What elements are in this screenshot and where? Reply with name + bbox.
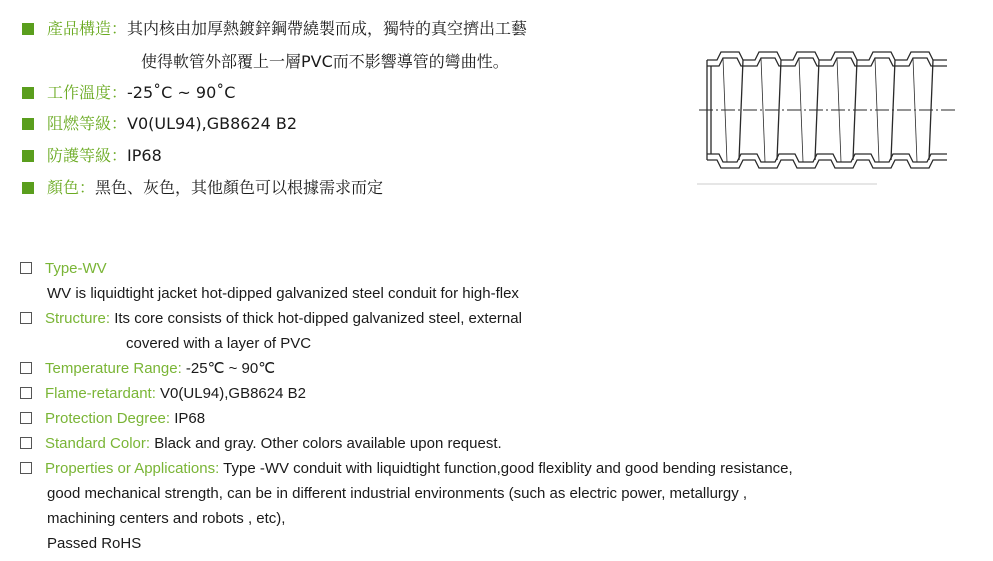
en-protection-value: IP68 — [174, 410, 206, 427]
en-type-label: Type-WV — [45, 260, 107, 277]
empty-square-icon — [20, 262, 32, 274]
zh-structure-line2: 使得軟管外部覆上一層PVC而不影響導管的彎曲性。 — [141, 52, 509, 71]
zh-temperature-value: -25˚C ~ 90˚C — [127, 83, 236, 102]
zh-structure-row — [22, 18, 527, 40]
filled-square-icon — [22, 23, 34, 35]
filled-square-icon — [22, 118, 34, 130]
filled-square-icon — [22, 150, 34, 162]
zh-temperature-label: 工作溫度： — [47, 83, 128, 102]
empty-square-icon — [20, 437, 32, 449]
zh-color-value: 黑色、灰色，其他顏色可以根據需求而定 — [95, 178, 384, 197]
en-properties-line3: machining centers and robots , etc), — [47, 510, 286, 527]
en-color-label: Standard Color: — [45, 435, 151, 452]
en-properties-line2: good mechanical strength, can be in different industrial environments (such as electric power, metallurgy , — [47, 485, 748, 502]
en-protection-label: Protection Degree: — [45, 410, 171, 427]
en-flame-label: Flame-retardant: — [45, 385, 156, 402]
empty-square-icon — [20, 387, 32, 399]
en-structure-label: Structure: — [45, 310, 111, 327]
en-properties-label: Properties or Applications: — [45, 460, 220, 477]
zh-structure-line1: 其内核由加厚熱鍍鋅鋼帶繞製而成，獨特的真空擠出工藝 — [127, 19, 528, 38]
en-color-row — [20, 434, 502, 454]
zh-flame-label: 阻燃等級： — [47, 114, 128, 133]
zh-protection-value: IP68 — [127, 146, 162, 165]
zh-color-label: 顏色： — [47, 178, 96, 197]
en-color-value: Black and gray. Other colors available upon request. — [154, 435, 502, 452]
en-flame-value: V0(UL94),GB8624 B2 — [160, 385, 306, 402]
filled-square-icon — [22, 182, 34, 194]
empty-square-icon — [20, 312, 32, 324]
en-structure-row — [20, 309, 522, 329]
en-structure-line1: Its core consists of thick hot-dipped galvanized steel, external — [114, 310, 522, 327]
zh-flame-value: V0(UL94),GB8624 B2 — [127, 114, 298, 133]
en-flame-row — [20, 384, 306, 404]
zh-color-row — [22, 177, 383, 199]
en-structure-line2: covered with a layer of PVC — [126, 335, 312, 352]
en-temperature-value: -25℃ ~ 90℃ — [185, 360, 276, 377]
empty-square-icon — [20, 462, 32, 474]
conduit-cross-section-figure — [697, 40, 957, 190]
en-properties-line4: Passed RoHS — [47, 535, 142, 552]
en-type-row — [20, 259, 107, 279]
en-protection-row — [20, 409, 205, 429]
zh-temperature-row — [22, 82, 235, 104]
en-temperature-label: Temperature Range: — [45, 360, 182, 377]
en-temperature-row — [20, 359, 275, 379]
en-properties-row — [20, 459, 793, 479]
en-description: WV is liquidtight jacket hot-dipped galvanized steel conduit for high-flex — [47, 285, 519, 302]
zh-flame-row — [22, 113, 297, 135]
zh-structure-label: 產品構造： — [47, 19, 128, 38]
zh-protection-label: 防護等級： — [47, 146, 128, 165]
filled-square-icon — [22, 87, 34, 99]
empty-square-icon — [20, 362, 32, 374]
zh-protection-row — [22, 145, 162, 167]
empty-square-icon — [20, 412, 32, 424]
en-properties-line1: Type -WV conduit with liquidtight function,good flexiblity and good bending resistance, — [223, 460, 793, 477]
